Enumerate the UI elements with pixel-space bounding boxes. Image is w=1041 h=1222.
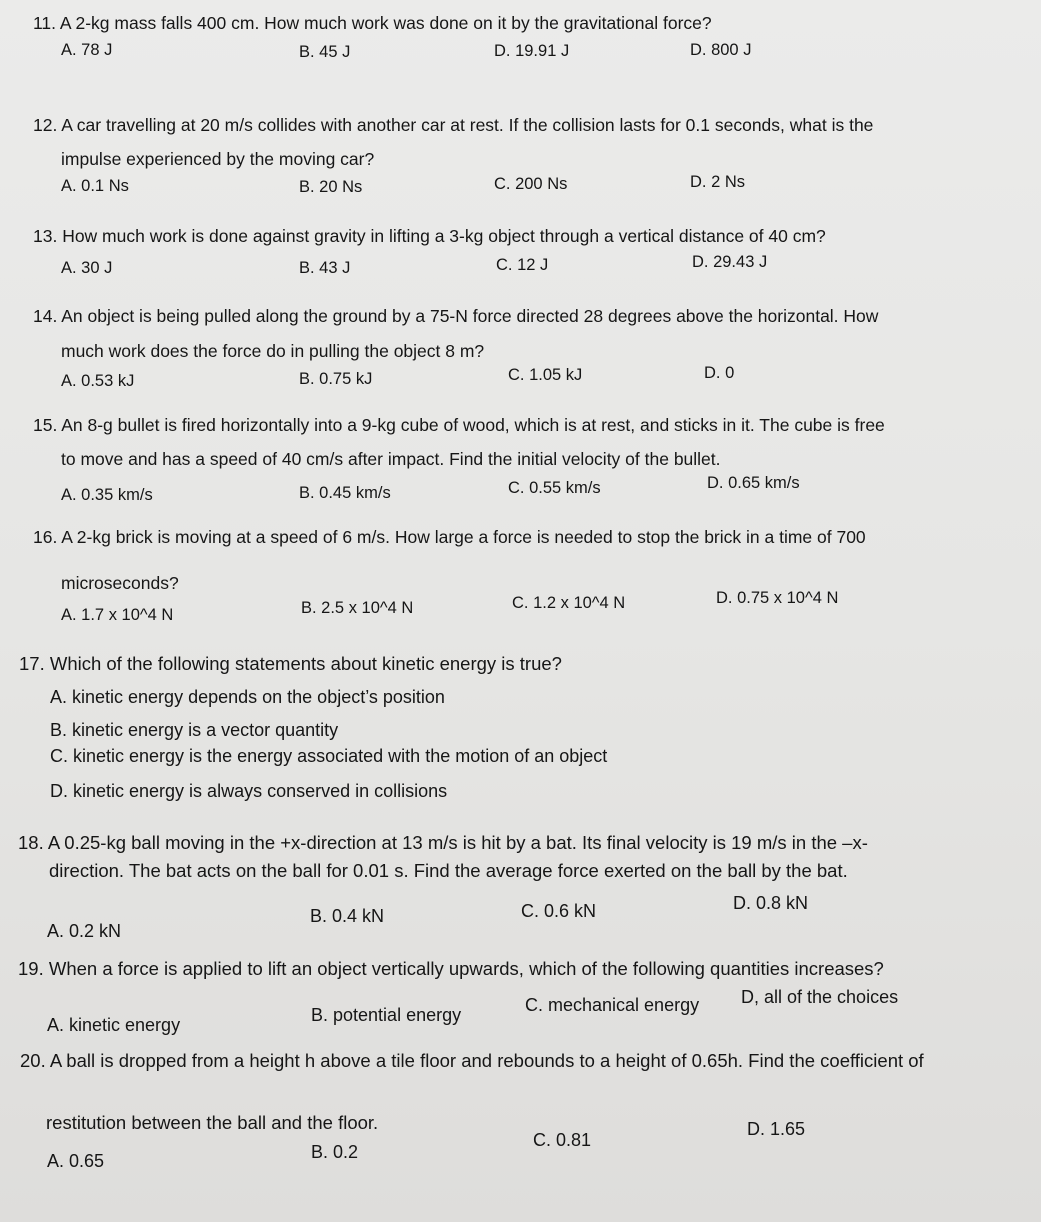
option-a: A. 0.65 [47,1151,105,1171]
question-text-line-2: restitution between the ball and the floor. [46,1112,379,1133]
option-a: A. 30 J [61,259,113,277]
question-text: 16. A 2-kg brick is moving at a speed of 6 m/s. How large a force is needed to stop the brick in a time of 700 [33,527,866,547]
question-text-line-2: to move and has a speed of 40 cm/s after impact. Find the initial velocity of the bullet. [61,449,721,469]
option-d: D, all of the choices [741,987,899,1007]
question-text-line-2: microseconds? [61,573,179,593]
question-text-line-2: much work does the force do in pulling the object 8 m? [61,341,485,361]
question-text: 19. When a force is applied to lift an object vertically upwards, which of the following quantities increases? [18,958,884,979]
option-b: B. kinetic energy is a vector quantity [50,720,339,740]
option-c: C. 0.6 kN [521,901,597,921]
option-a: A. 0.53 kJ [61,372,135,390]
option-b: B. 0.75 kJ [299,370,373,388]
option-b: B. 45 J [299,43,351,61]
option-d: D. 0.65 km/s [707,474,800,492]
option-a: A. kinetic energy depends on the object’s position [50,687,445,707]
question-text: 11. A 2-kg mass falls 400 cm. How much work was done on it by the gravitational force? [33,13,712,33]
option-c: C. 200 Ns [494,175,568,193]
option-a: A. 0.1 Ns [61,177,129,195]
question-text: 12. A car travelling at 20 m/s collides with another car at rest. If the collision lasts for 0.1 seconds, what is the [33,115,874,135]
option-b: B. 0.45 km/s [299,484,391,502]
question-text-line-2: direction. The bat acts on the ball for 0.01 s. Find the average force exerted on the ball by the bat. [49,860,848,881]
option-a: A. 0.2 kN [47,921,122,941]
option-d: D. 0 [704,364,735,382]
option-b: B. 0.4 kN [310,906,385,926]
option-a: A. 0.35 km/s [61,486,153,504]
question-text-line-2: impulse experienced by the moving car? [61,149,375,169]
option-c: C. 1.05 kJ [508,366,583,384]
question-text: 20. A ball is dropped from a height h above a tile floor and rebounds to a height of 0.65h. Find the coefficient of [20,1050,924,1071]
option-b: B. 43 J [299,259,351,277]
option-b: B. potential energy [311,1005,462,1025]
option-a: A. 1.7 x 10^4 N [61,606,174,624]
question-text: 13. How much work is done against gravity in lifting a 3-kg object through a vertical distance of 40 cm? [33,226,826,246]
question-text: 15. An 8-g bullet is fired horizontally into a 9-kg cube of wood, which is at rest, and sticks in it. The cube is free [33,415,885,435]
option-b: B. 20 Ns [299,178,363,196]
question-text: 17. Which of the following statements about kinetic energy is true? [19,653,562,674]
option-d: D. 2 Ns [690,173,746,191]
question-text: 14. An object is being pulled along the ground by a 75-N force directed 28 degrees above the horizontal. How [33,306,879,326]
option-c: C. 0.81 [533,1130,592,1150]
question-text: 18. A 0.25-kg ball moving in the +x-direction at 13 m/s is hit by a bat. Its final velocity is 19 m/s in the –x- [18,832,868,853]
option-b: B. 0.2 [311,1142,359,1162]
option-d: D. 1.65 [747,1119,806,1139]
option-d: D. 800 J [690,41,752,59]
option-d: D. kinetic energy is always conserved in collisions [50,781,448,801]
option-a: A. kinetic energy [47,1015,181,1035]
option-c: C. 12 J [496,256,549,274]
option-c: C. 1.2 x 10^4 N [512,594,626,612]
option-c: C. kinetic energy is the energy associated with the motion of an object [50,746,608,766]
option-a: A. 78 J [61,41,113,59]
option-d: D. 0.8 kN [733,893,809,913]
option-c: C. 0.55 km/s [508,479,601,497]
option-d: D. 29.43 J [692,253,768,271]
option-c: D. 19.91 J [494,42,570,60]
option-b: B. 2.5 x 10^4 N [301,599,414,617]
option-d: D. 0.75 x 10^4 N [716,589,839,607]
option-c: C. mechanical energy [525,995,700,1015]
